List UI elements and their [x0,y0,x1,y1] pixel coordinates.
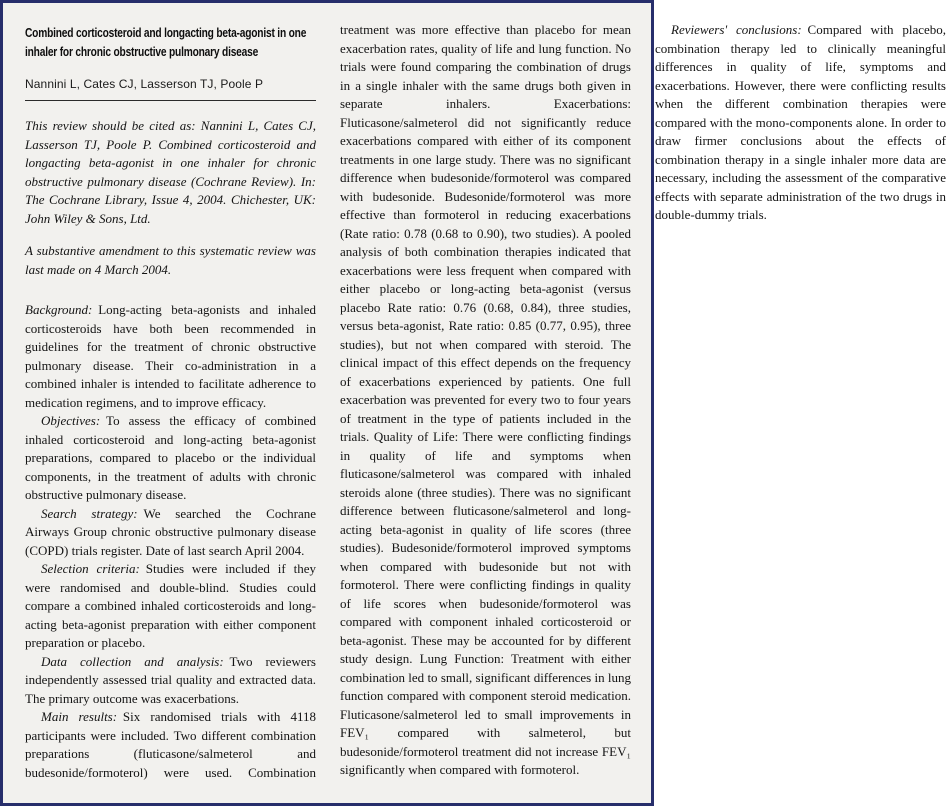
review-title: Combined corticosteroid and longacting beta-agonist in one inhaler for chronic obstructive pulmonary disease [25,25,307,59]
abstract-section-background [25,301,316,412]
section-label: Objectives: [41,413,101,428]
section-label: Reviewers' conclusions: [671,22,802,37]
amendment-note: A substantive amendment to this systematic review was last made on 4 March 2004. [25,243,316,277]
abstract-section-selection-criteria [25,560,316,653]
section-label: Selection criteria: [41,561,140,576]
section-label: Search strategy: [41,505,138,521]
section-text: Studies were included if they were randomised and double-blind. Studies could compare a combined inhaled corticosteroids and long-acting beta-agonist preparation with either component preparation or placebo. [25,561,316,650]
section-text: We searched the Cochrane Airways Group chronic obstructive pulmonary disease (COPD) trials register. Date of last search April 2004. [25,505,316,558]
section-text: Six randomised trials with 4118 participants were included. Two different combination preparations (fluticasone/salmeterol and budesonide/formoterol) were used. Combination treatment was more effective than placebo for mean exacerbation rates, quality of life and lung function. No trials were found comparing the combination of drugs in a single inhaler with the same drugs both given in separate inhalers. Exacerbations: Fluticasone/salmeterol did not significantly reduce exacerbations compared with either of its component treatments in one large study. There was no significant difference when budesonide/formoterol was compared with budesonide. Budesonide/formoterol was more effective than formoterol in reducing exacerbations (Rate ratio: 0.78 (0.68 to 0.90), two studies). A pooled analysis of both combination therapies indicated that exacerbations were less frequent when compared with either placebo or long-acting beta-agonist (versus placebo Rate ratio: 0.76 (0.68, 0.84), three studies, versus beta-agonist, Rate ratio: 0.85 (0.77, 0.95), three studies), but not when compared with steroid. The clinical impact of this effect depends on the frequency of exacerbations experienced by patients. One full exacerbation was prevented for every two to four years of treatment in the type of patients included in the trials. Quality of Life: There were conflicting findings in quality of life and symptoms when fluticasone/salmeterol was compared with inhaled steroids alone (three studies). There was no significant difference between fluticasone/salmeterol and long-acting beta-agonist in quality of life scores (three studies). Budesonide/formoterol improved symptoms when compared with budesonide but not with formoterol. There were conflicting findings in quality of life scores when budesonide/formoterol was compared with component inhaled corticosteroid or beta-agonist. These may be accounted for by different study design. Lung Function: Treatment with either combination led to small, significant differences in lung function compared with component steroid medication. Fluticasone/salmeterol led to small improvements in FEV₁ compared with salmeterol, but budesonide/formoterol treatment did not increase FEV₁ significantly when compared with formoterol. [25,22,631,780]
abstract-section-reviewers-conclusions [655,21,946,225]
section-text: Two reviewers independently assessed trial quality and extracted data. The primary outcome was exacerbations. [25,653,316,706]
authors-divider [25,100,316,101]
section-text: To assess the efficacy of combined inhaled corticosteroid and long-acting beta-agonist preparations, compared to placebo or the individual components, in the treatment of adults with chronic obstructive pulmonary disease. [25,413,316,502]
section-label: Background: [25,302,93,317]
authors-line: Nannini L, Cates CJ, Lasserson TJ, Poole P [25,77,264,91]
abstract-section-search-strategy [25,505,316,561]
abstract-section-data-collection [25,653,316,709]
abstract-section-objectives [25,412,316,505]
section-label: Data collection and analysis: [41,653,224,669]
citation-note: This review should be cited as: Nannini L, Cates CJ, Lasserson TJ, Poole P. Combined corticosteroid and longacting beta-agonist in one inhaler for chronic obstructive pulmonary disease (Cochrane Review). In: The Cochrane Library, Issue 4, 2004. Chichester, UK: John Wiley & Sons, Ltd. [25,118,316,226]
two-column-layout [25,21,946,793]
section-text: Long-acting beta-agonists and inhaled corticosteroids have both been recommended in guidelines for the treatment of chronic obstructive pulmonary disease. Their co-administration in a combined inhaler is intended to facilitate adherence to medication regimens, and to improve efficacy. [25,302,316,410]
section-label: Main results: [41,709,118,724]
section-text: Compared with placebo, combination therapy led to clinically meaningful differences in quality of life, symptoms and exacerbations. However, there were conflicting results when the different combination therapies were compared with the mono-components alone. In order to draw firmer conclusions about the effects of combination therapy in a single inhaler more data are necessary, including the assessment of the comparative effects with separate administration of the two drugs in double-dummy trials. [655,22,946,222]
